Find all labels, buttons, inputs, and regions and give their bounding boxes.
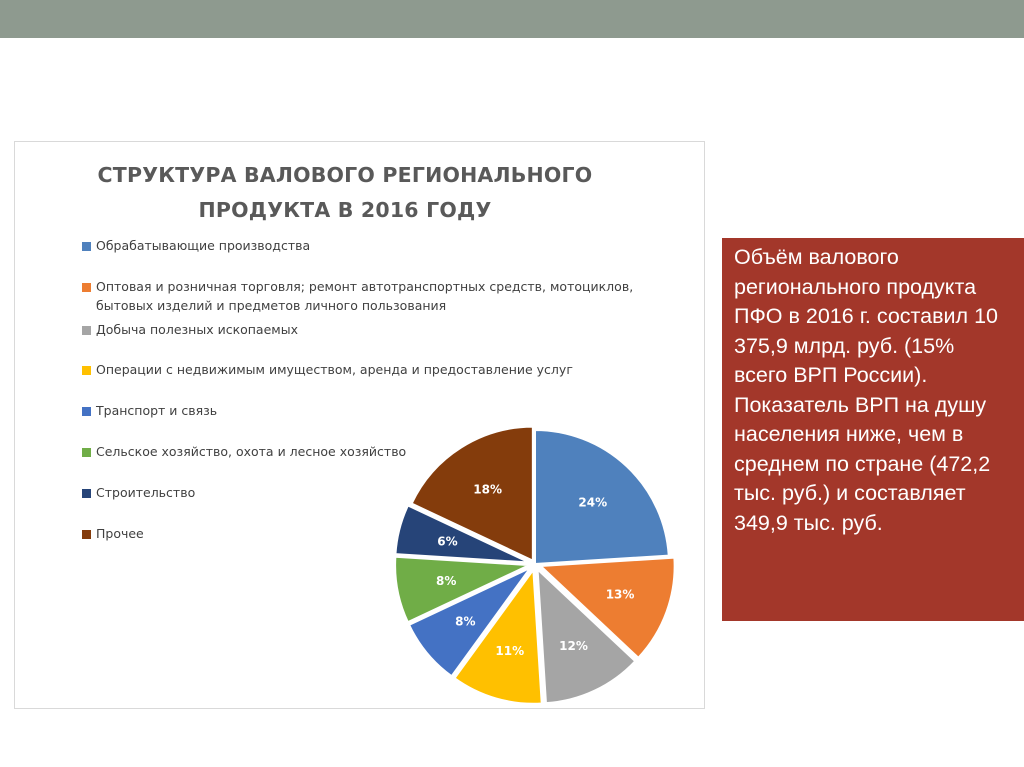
legend-label: Оптовая и розничная торговля; ремонт автотранспортных средств, мотоциклов,	[96, 279, 634, 294]
legend-label: Обрабатывающие производства	[96, 238, 311, 253]
pie-data-label: 8%	[455, 614, 476, 629]
pie-data-label: 24%	[578, 495, 608, 510]
chart-title-line-1: СТРУКТУРА ВАЛОВОГО РЕГИОНАЛЬНОГО	[97, 163, 593, 187]
pie-data-label: 12%	[559, 638, 588, 653]
legend-label: Прочее	[96, 526, 144, 541]
pie-data-label: 13%	[605, 587, 635, 602]
legend-label: Добыча полезных ископаемых	[96, 322, 298, 337]
legend-label: Транспорт и связь	[96, 403, 218, 418]
info-box	[722, 238, 1024, 621]
legend-label: Операции с недвижимым имуществом, аренда и предоставление услуг	[96, 362, 573, 377]
pie-data-label: 18%	[473, 482, 502, 497]
legend-label: Строительство	[96, 485, 196, 500]
info-text: Объём валового регионального продукта ПФО в 2016 г. составил 10 375,9 млрд. руб. (15% всего ВРП России). Показатель ВРП на душу населения ниже, чем в среднем по стране (472,2 тыс. руб.) и составляет 349,9 тыс. руб.	[734, 245, 998, 535]
legend-label: Сельское хозяйство, охота и лесное хозяйство	[96, 444, 407, 459]
legend-label: бытовых изделий и предметов личного пользования	[96, 298, 447, 313]
pie-data-label: 11%	[495, 643, 525, 658]
top-bar	[0, 0, 1024, 38]
pie-data-label: 8%	[435, 573, 457, 588]
chart-title-line-2: ПРОДУКТА В 2016 ГОДУ	[198, 198, 492, 222]
chart-card	[14, 141, 705, 709]
pie-chart	[15, 142, 704, 708]
pie-data-label: 6%	[437, 534, 458, 549]
